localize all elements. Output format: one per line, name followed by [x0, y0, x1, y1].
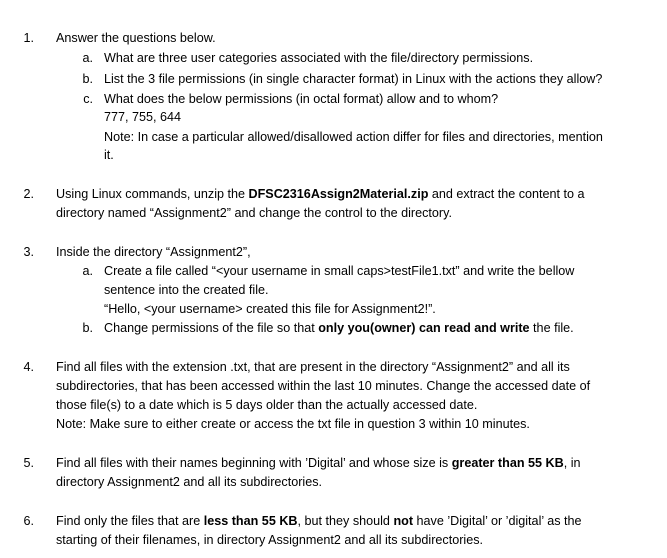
question-4-note: Note: Make sure to either create or access the txt file in question 3 within 10 minutes. [56, 417, 530, 431]
question-6-part-3: have ’Digital’ or ’digital’ as the [413, 514, 582, 528]
question-5-line-2: directory Assignment2 and all its subdirectories. [56, 475, 322, 489]
question-1-number: 1. [23, 31, 34, 45]
question-2-line-2: directory named “Assignment2” and change the control to the directory. [56, 206, 452, 220]
question-1c-permission-values: 777, 755, 644 [104, 110, 182, 124]
question-3a-line-3: “Hello, <your username> created this file for Assignment2!”. [104, 302, 436, 316]
question-1b-marker: b. [82, 72, 93, 86]
zip-filename: DFSC2316Assign2Material.zip [248, 187, 429, 201]
question-1c-marker: c. [83, 92, 93, 106]
question-1c-note-line-2: it. [104, 148, 114, 162]
question-1a-text: What are three user categories associated with the file/directory permissions. [104, 51, 534, 65]
question-6-not-emphasis: not [393, 514, 414, 528]
question-6-line-1 [56, 513, 582, 529]
question-3b-marker: b. [82, 321, 93, 335]
question-4-line-3: those file(s) to a date which is 5 days older than the actually accessed date. [56, 398, 478, 412]
question-6-part-2: , but they should [297, 514, 394, 528]
question-5-line-1 [56, 455, 581, 471]
question-3a-line-2: sentence into the created file. [104, 283, 269, 297]
question-2-line-1-post: and extract the content to a [428, 187, 585, 201]
question-1c-text: What does the below permissions (in octal format) allow and to whom? [104, 92, 499, 106]
question-1c-note-line-1: Note: In case a particular allowed/disallowed action differ for files and directories, mention [104, 130, 603, 144]
question-5-number: 5. [23, 456, 34, 470]
question-3a-marker: a. [82, 264, 93, 278]
question-3b-text [104, 320, 574, 336]
question-4-number: 4. [23, 360, 34, 374]
question-3b-bold: only you(owner) can read and write [318, 321, 530, 335]
question-5-line-1-post: , in [563, 456, 581, 470]
question-6-number: 6. [23, 514, 34, 528]
question-6-part-1: Find only the files that are [56, 514, 204, 528]
question-5-line-1-pre: Find all files with their names beginning with ’Digital’ and whose size is [56, 456, 452, 470]
question-3-text: Inside the directory “Assignment2”, [56, 245, 251, 259]
question-1a-marker: a. [82, 51, 93, 65]
question-4-line-1: Find all files with the extension .txt, that are present in the directory “Assignment2” and all its [56, 360, 570, 374]
question-6-size-condition: less than 55 KB [203, 514, 298, 528]
question-2-line-1-pre: Using Linux commands, unzip the [56, 187, 249, 201]
question-3a-line-1: Create a file called “<your username in small caps>testFile1.txt” and write the bellow [104, 264, 575, 278]
question-3-number: 3. [23, 245, 34, 259]
question-6-line-2: starting of their filenames, in directory Assignment2 and all its subdirectories. [56, 533, 483, 547]
question-3b-post: the file. [529, 321, 574, 335]
question-2-line-1 [56, 186, 585, 202]
question-2-number: 2. [23, 187, 34, 201]
question-1-text: Answer the questions below. [56, 31, 216, 45]
question-3b-pre: Change permissions of the file so that [104, 321, 319, 335]
question-1b-text: List the 3 file permissions (in single character format) in Linux with the actions they allow? [104, 72, 603, 86]
question-5-size-condition: greater than 55 KB [451, 456, 564, 470]
question-4-line-2: subdirectories, that has been accessed within the last 10 minutes. Change the accessed date of [56, 379, 591, 393]
